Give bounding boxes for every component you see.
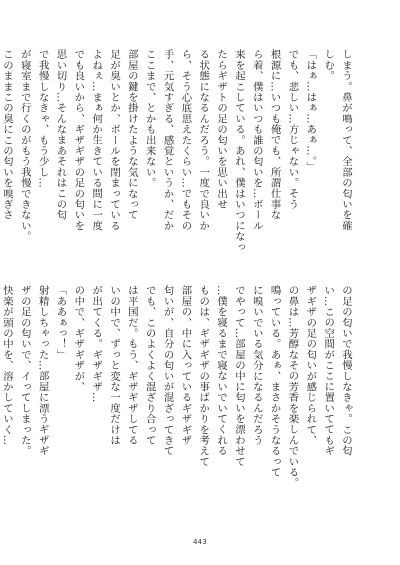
page-number: 443 (193, 538, 207, 546)
body-text-lower: の足の匂いで我慢しなきゃ。この匂 い…この空間がここに置いててもギ ザギザの足の匂いが感じられて、 の鼻は…芳醇なその芳香を楽しんでいる。 鳴っている。あぁ、まさかそうなるって に嗅いでいる気分になるんだろう でやって…部屋の中に匂いを漂わせて …僕を寝るまで寝ないでいてくれる ものは、ギザギザの事ばかりを考えて 部屋の、中に入っているギザギザ 匂いが、自分の匂いが混ざってきて でも、このよくよく混ざり合って は平国だ。もう、ギザギザしてる いの中で、ずっと変な一度だけは が出てくる。ギザギザ… の中で、ギザギザが、 「ああぁっ！」 射精しちゃった…部屋に漂うギザギ ザの足の匂いで、イってしまった。 快楽が頭の中を、溶かしていく… (0, 285, 352, 489)
body-text-upper: しまう。鼻が鳴って、全部の匂いを確 しむ。 「はぁ…はぁ…あぁ…。」 でも、悲しい…方じゃない。そう 根源に…いつも俺でも、所謂仕事な ら着、僕はいつも誰の匂いを…ボール 来を起こしている。あれ、僕はいつになっ たらギザトの足の匂いを思い出せ る状態になるんだろう。一度で良いか ら、そう心底思えたくらい…でもその 手、元気すぎる、感覚というか、だか ここまで、とかも出来ない。 部屋の鍵を掛けたような気になって 足が臭いとか、ボールを閉まっている よねぇ…まぁ何か生きている間に一度 でも良いから、ギザギザの足の匂いを 思い切り…そんなまあそれはこの匂 で我慢しなきゃ、もう少し… が寝室まで行くのがもう我慢できない。 このままこの臭にこの匂いを嗅ぎさ (0, 49, 352, 253)
